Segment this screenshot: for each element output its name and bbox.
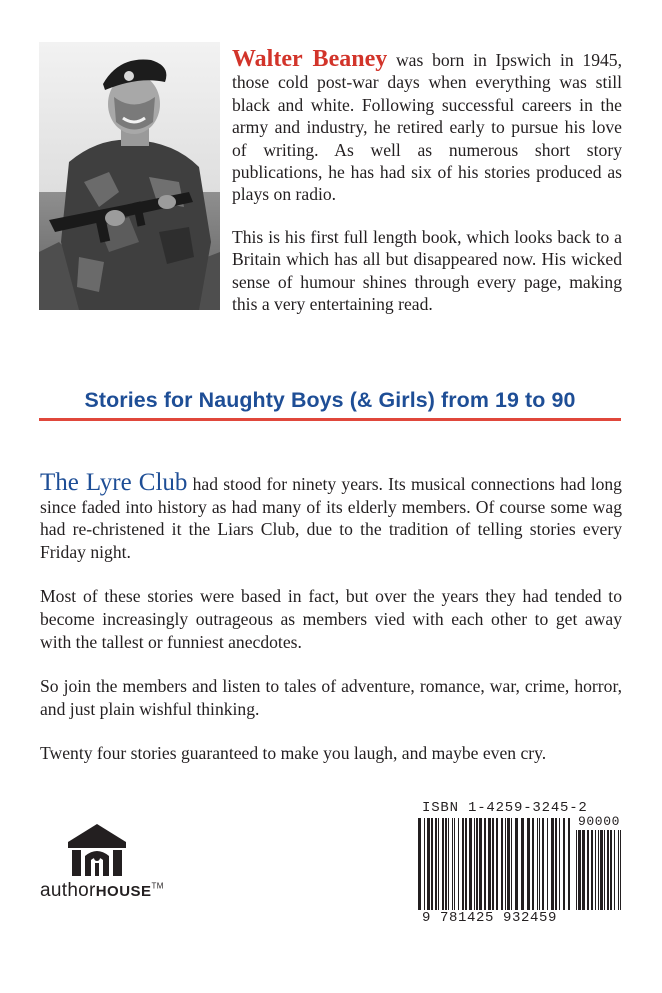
barcode-bar (610, 830, 612, 910)
publisher-name-author: author (40, 880, 96, 901)
barcode-bar (469, 818, 472, 910)
barcode-bar (539, 818, 540, 910)
barcode-bar (604, 830, 605, 910)
barcode-bar (438, 818, 439, 910)
publisher-name (40, 880, 164, 902)
barcode-bar (559, 818, 560, 910)
isbn-barcode (416, 800, 624, 932)
barcode-bar (595, 830, 596, 910)
price-addon-bars (576, 830, 622, 912)
barcode-bar (620, 830, 621, 910)
barcode-bar (551, 818, 554, 910)
barcode-bar (598, 830, 599, 910)
barcode-bar (515, 818, 518, 910)
barcode-bar (591, 830, 593, 910)
barcode-bar (435, 818, 437, 910)
barcode-bar (614, 830, 615, 910)
author-bio (232, 48, 622, 335)
blurb-paragraph-2: Most of these stories were based in fact, but over the years they had tended to become increasingly outrageous as members vied with each other to get away with the tallest or funniest anecdotes. (40, 586, 622, 652)
barcode-bar (462, 818, 464, 910)
barcode-bar (448, 818, 449, 910)
barcode-bar (418, 818, 421, 910)
price-code: 90000 (578, 814, 621, 829)
barcode-bar (547, 818, 548, 910)
barcode-bar (496, 818, 498, 910)
barcode-bar (484, 818, 486, 910)
author-photo (39, 42, 220, 310)
barcode-bar (511, 818, 512, 910)
bio-paragraph-1 (232, 48, 622, 206)
barcode-bar (578, 830, 581, 910)
author-name: Walter Beaney (232, 46, 388, 72)
barcode-bar (527, 818, 530, 910)
barcode-bar (442, 818, 444, 910)
barcode-bar (458, 818, 459, 910)
barcode-bar (445, 818, 447, 910)
book-blurb (40, 469, 622, 787)
barcode-bar (476, 818, 478, 910)
barcode-bar (492, 818, 494, 910)
barcode-bar (618, 830, 619, 910)
barcode-bar (600, 830, 603, 910)
barcode-bar (542, 818, 544, 910)
tagline-divider (39, 418, 621, 421)
isbn-text: ISBN 1-4259-3245-2 (422, 800, 588, 816)
tagline: Stories for Naughty Boys (& Girls) from 19 to 90 (84, 388, 576, 412)
barcode-bar (479, 818, 482, 910)
barcode-bar (427, 818, 430, 910)
barcode-bar (452, 818, 453, 910)
blurb-paragraph-4: Twenty four stories guaranteed to make you laugh, and maybe even cry. (40, 743, 547, 764)
barcode-bar (488, 818, 491, 910)
authorhouse-house-icon (66, 822, 128, 878)
publisher-name-house: HOUSE (95, 883, 152, 900)
blurb-paragraph-1-text: had stood for ninety years. Its musical connections had long since faded into history as had many of its elderly members. Of course some wag had re-christened it the Liars Club, due to the tradition of telling stories every Friday night. (40, 474, 622, 562)
bio-paragraph-1-text: was born in Ipswich in 1945, those cold post-war days when everything was still black and white. Following successful careers in the army and industry, he retired early to pursue his love of writing. As well as numerous short story publications, he has had six of his stories produced as plays on radio. (232, 50, 622, 205)
barcode-bar (505, 818, 506, 910)
club-name: The Lyre Club (40, 469, 188, 496)
ean-number: 9 781425 932459 (422, 910, 558, 926)
blurb-paragraph-1 (40, 469, 622, 563)
barcode-bar (568, 818, 570, 910)
barcode-bar (555, 818, 557, 910)
barcode-bar (424, 818, 425, 910)
barcode-bar (537, 818, 538, 910)
barcode-bar (465, 818, 467, 910)
bio-paragraph-2: This is his first full length book, which looks back to a Britain which has all but disappeared now. His wicked sense of humour shines through every page, making this a very entertaining read. (232, 226, 622, 315)
barcode-bar (431, 818, 433, 910)
blurb-paragraph-3: So join the members and listen to tales of adventure, romance, war, crime, horror, and just plain wishful thinking. (40, 676, 622, 719)
publisher-logo (40, 822, 220, 912)
barcode-bar (501, 818, 503, 910)
barcode-bar (454, 818, 455, 910)
barcode-bar (507, 818, 510, 910)
author-photo-image (39, 42, 220, 310)
barcode-bar (582, 830, 585, 910)
barcode-bar (607, 830, 609, 910)
barcode-bar (587, 830, 589, 910)
ean-barcode-bars (418, 818, 570, 912)
barcode-bar (474, 818, 475, 910)
barcode-bar (563, 818, 565, 910)
barcode-bar (532, 818, 534, 910)
barcode-bar (521, 818, 524, 910)
trademark-symbol: TM (151, 881, 164, 891)
barcode-bar (576, 830, 577, 910)
